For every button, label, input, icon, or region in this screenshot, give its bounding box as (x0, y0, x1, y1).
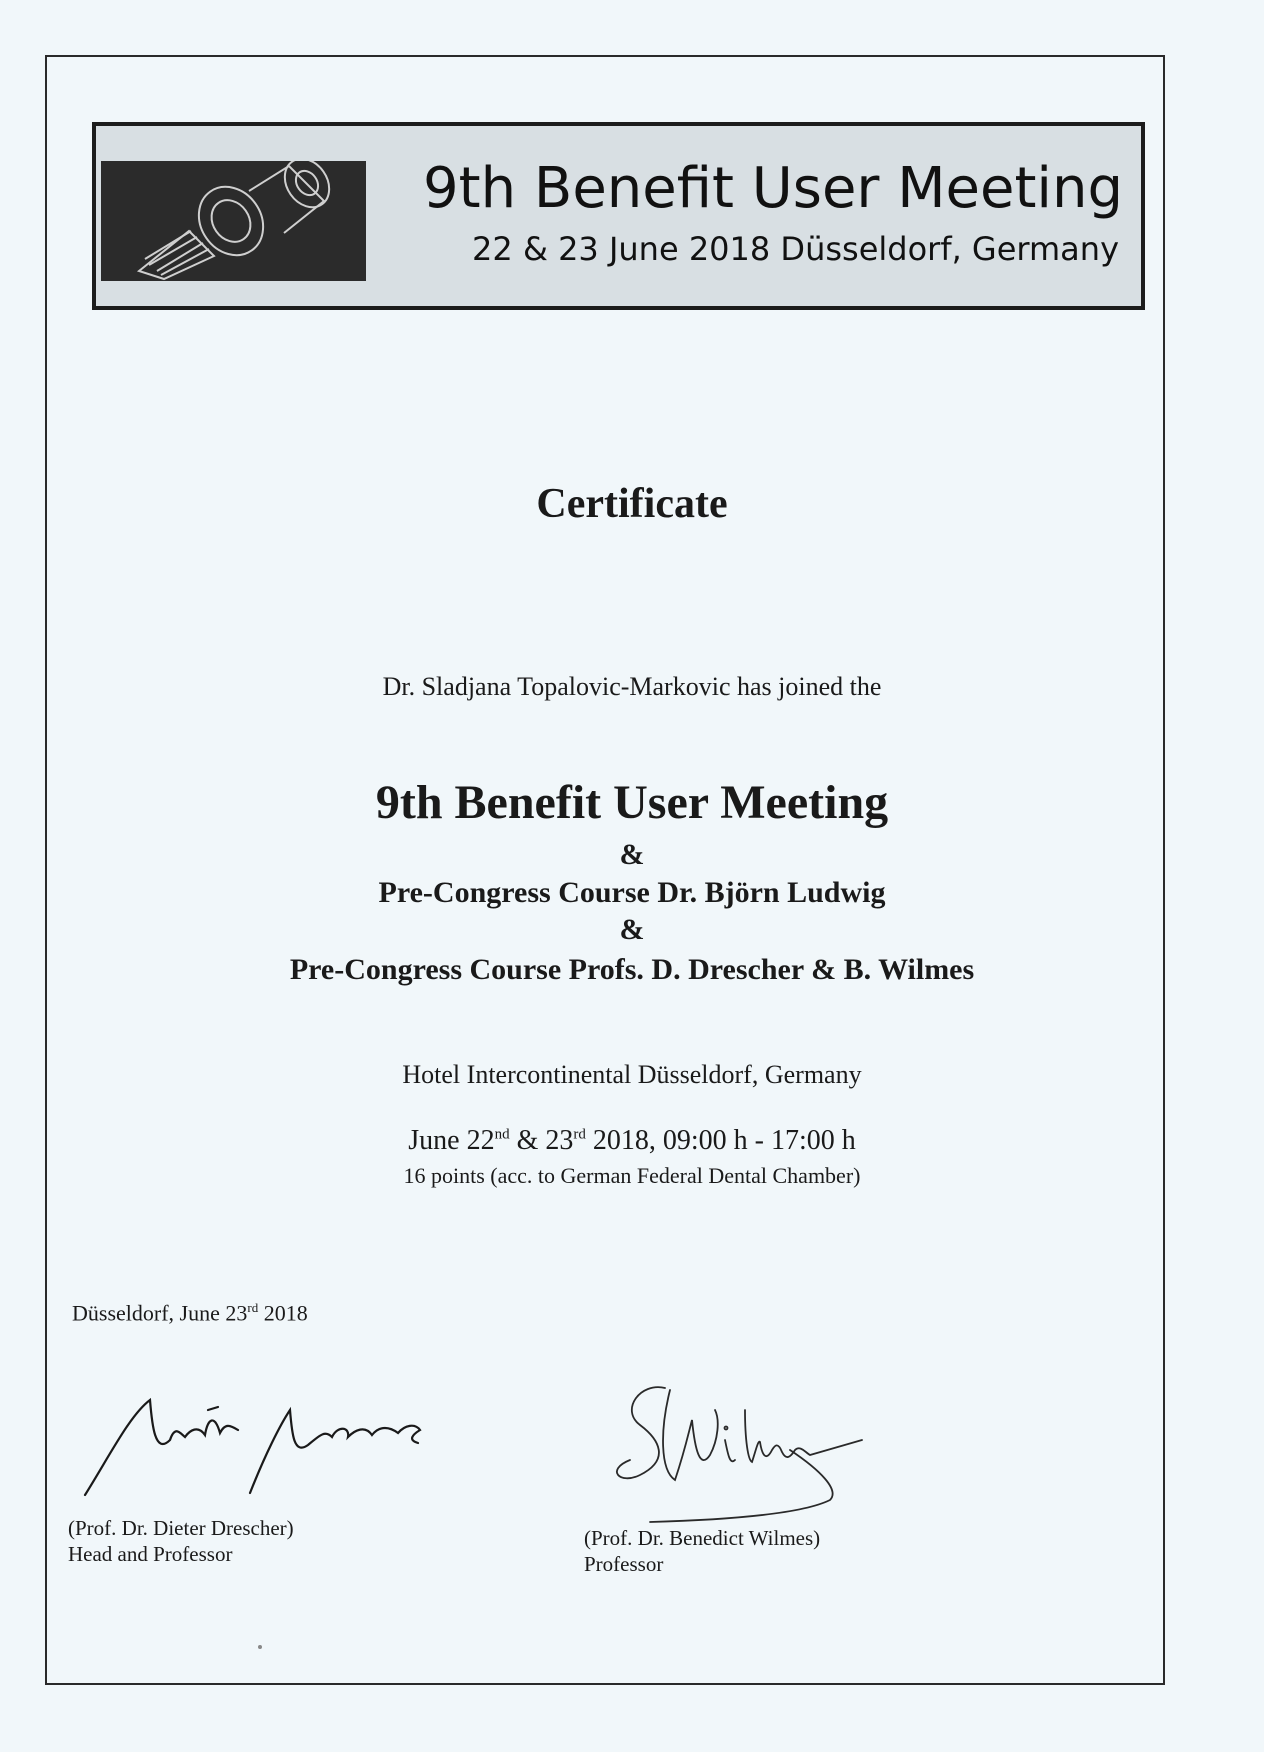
screw-implant-icon (119, 161, 339, 281)
dates-rest: 2018, 09:00 h - 17:00 h (585, 1125, 856, 1156)
place-date-year: 2018 (258, 1300, 308, 1326)
ampersand-2: & (619, 913, 645, 946)
participant-intro: Dr. Sladjana Topalovic-Markovic has joined the (382, 672, 882, 701)
banner-logo-panel (101, 161, 366, 281)
place-date-text: Düsseldorf, June 23 (72, 1300, 248, 1326)
cme-points: 16 points (acc. to German Federal Dental Chamber) (403, 1163, 861, 1188)
pre-congress-course-1: Pre-Congress Course Dr. Björn Ludwig (378, 876, 886, 909)
banner-subtitle: 22 & 23 June 2018 Düsseldorf, Germany (472, 230, 1119, 268)
dates-mid: & 23 (509, 1125, 574, 1156)
signer-drescher-name: (Prof. Dr. Dieter Drescher) (68, 1516, 294, 1540)
signature-wilmes (600, 1380, 870, 1525)
signer-wilmes-title: Professor (584, 1552, 664, 1576)
ampersand-1: & (619, 838, 645, 871)
venue: Hotel Intercontinental Düsseldorf, Germany (402, 1060, 862, 1089)
event-banner (92, 122, 1145, 310)
pre-congress-course-2: Pre-Congress Course Profs. D. Drescher & B. Wilmes (289, 953, 975, 986)
signer-drescher (68, 1515, 294, 1567)
event-dates (0, 1125, 1264, 1157)
signature-drescher (80, 1375, 440, 1505)
scan-speck (258, 1645, 262, 1649)
dates-sup-1: nd (494, 1126, 510, 1143)
dates-month: June 22 (408, 1125, 495, 1156)
signer-drescher-title: Head and Professor (68, 1542, 233, 1566)
signer-wilmes (584, 1525, 820, 1577)
place-date-sup: rd (247, 1300, 259, 1315)
event-name: 9th Benefit User Meeting (375, 776, 889, 829)
signer-wilmes-name: (Prof. Dr. Benedict Wilmes) (584, 1526, 821, 1550)
dates-sup-2: rd (573, 1126, 586, 1143)
banner-title: 9th Benefit User Meeting (423, 156, 1123, 221)
certificate-heading: Certificate (536, 481, 728, 527)
place-and-date (72, 1300, 308, 1326)
